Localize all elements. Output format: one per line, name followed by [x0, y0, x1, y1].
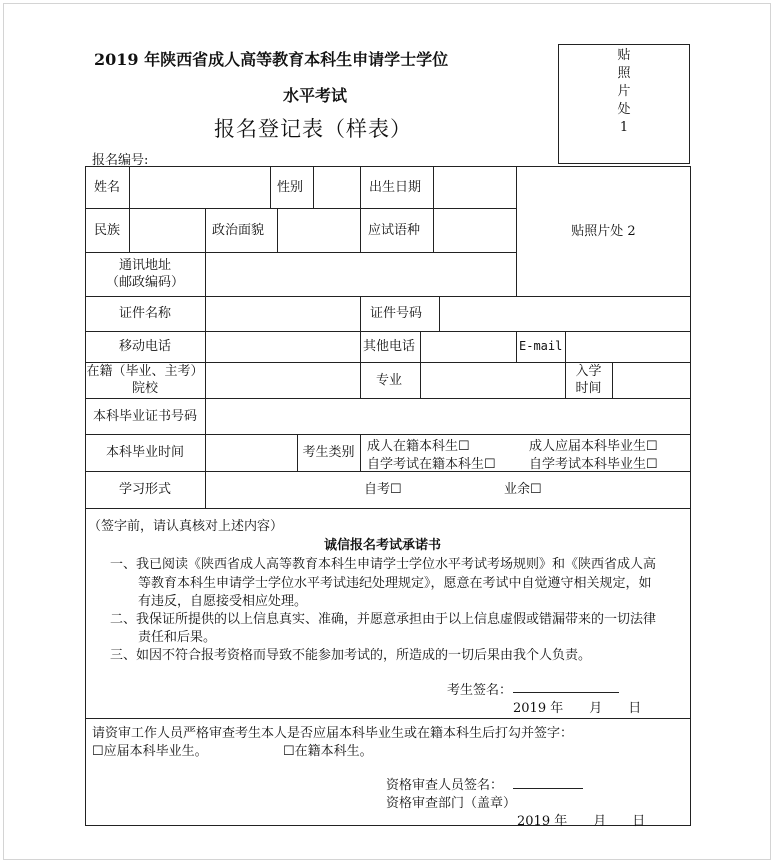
name-label: 姓名	[94, 179, 121, 195]
pledge-item-1-line2: 等教育本科生申请学士学位水平考试违纪处理规定》，愿意在考试中自觉遵守相关规定，如	[138, 576, 652, 591]
photo1-char: 1	[619, 120, 629, 135]
title-line1: 2019 年陕西省成人高等教育本科生申请学士学位	[94, 50, 449, 69]
photo1-char: 照	[617, 66, 631, 81]
title-line2: 水平考试	[283, 86, 348, 105]
candidate-sign-date: 2019 年 月 日	[513, 701, 642, 716]
category-option-self-study-enrolled[interactable]: 自学考试在籍本科生☐	[367, 457, 496, 472]
pledge-item-2-line2: 责任和后果。	[138, 630, 217, 645]
category-option-adult-graduate[interactable]: 成人应届本科毕业生☐	[529, 439, 658, 454]
address-label-line2: （邮政编码）	[105, 275, 184, 290]
enrollment-label-line1: 入学	[575, 364, 602, 379]
reviewer-signature-line[interactable]	[513, 788, 583, 789]
school-label-line2: 院校	[131, 381, 158, 396]
study-mode-self-exam[interactable]: 自考☐	[364, 482, 402, 497]
graduation-time-label: 本科毕业时间	[105, 445, 184, 460]
review-option-graduate[interactable]: ☐应届本科毕业生。	[92, 744, 208, 759]
candidate-signature-label: 考生签名：	[447, 683, 513, 698]
exam-language-label: 应试语种	[368, 222, 421, 238]
category-option-adult-enrolled[interactable]: 成人在籍本科生☐	[367, 439, 470, 454]
enrollment-time-label	[565, 362, 612, 398]
major-label: 专业	[376, 372, 403, 388]
category-option-self-study-graduate[interactable]: 自学考试本科毕业生☐	[529, 457, 658, 472]
email-label: E-mail	[519, 339, 563, 353]
photo1-char: 处	[617, 102, 631, 117]
check-note: （签字前，请认真核对上述内容）	[88, 519, 284, 534]
pledge-item-1-line3: 有违反，自愿接受相应处理。	[138, 594, 308, 609]
photo1-char: 贴	[617, 48, 631, 63]
mobile-phone-label: 移动电话	[118, 339, 171, 354]
address-label-line1: 通讯地址	[118, 258, 171, 273]
study-mode-part-time[interactable]: 业余☐	[504, 482, 542, 497]
candidate-signature-line[interactable]	[513, 692, 619, 693]
school-label-line1: 在籍（毕业、主考）	[86, 364, 204, 379]
address-label	[85, 252, 205, 296]
review-date: 2019 年 月 日	[517, 814, 646, 829]
pledge-item-2-line1: 二、我保证所提供的以上信息真实、准确，并愿意承担由于以上信息虚假或错漏带来的一切法律	[110, 612, 657, 627]
other-phone-label: 其他电话	[363, 339, 416, 354]
reviewer-signature-label: 资格审查人员签名：	[386, 778, 504, 793]
photo-box-2: 贴照片处 2	[571, 223, 636, 239]
registration-number-label: 报名编号:	[92, 153, 149, 168]
photo1-char: 片	[617, 84, 631, 99]
birth-date-label: 出生日期	[369, 179, 422, 195]
certificate-number-label: 本科毕业证书号码	[92, 408, 197, 424]
review-department-label: 资格审查部门（盖章）	[386, 796, 517, 811]
candidate-category-label: 考生类别	[302, 445, 355, 460]
id-type-label: 证件名称	[118, 306, 171, 321]
review-option-enrolled[interactable]: ☐在籍本科生。	[283, 744, 373, 759]
pledge-title: 诚信报名考试承诺书	[324, 538, 442, 553]
review-instruction: 请资审工作人员严格审查考生本人是否应届本科毕业生或在籍本科生后打勾并签字：	[92, 726, 574, 741]
enrollment-label-line2: 时间	[575, 381, 602, 396]
id-number-label: 证件号码	[370, 306, 423, 321]
school-label	[85, 362, 205, 398]
ethnicity-label: 民族	[94, 222, 121, 238]
political-status-label: 政治面貌	[212, 222, 265, 238]
title-line3: 报名登记表（样表）	[214, 117, 412, 141]
pledge-item-1-line1: 一、我已阅读《陕西省成人高等教育本科生申请学士学位水平考试考场规则》和《陕西省成人高	[110, 557, 657, 572]
pledge-item-3: 三、如因不符合报考资格而导致不能参加考试的，所造成的一切后果由我个人负责。	[110, 648, 592, 663]
gender-label: 性别	[277, 179, 304, 195]
study-mode-label: 学习形式	[118, 482, 171, 497]
